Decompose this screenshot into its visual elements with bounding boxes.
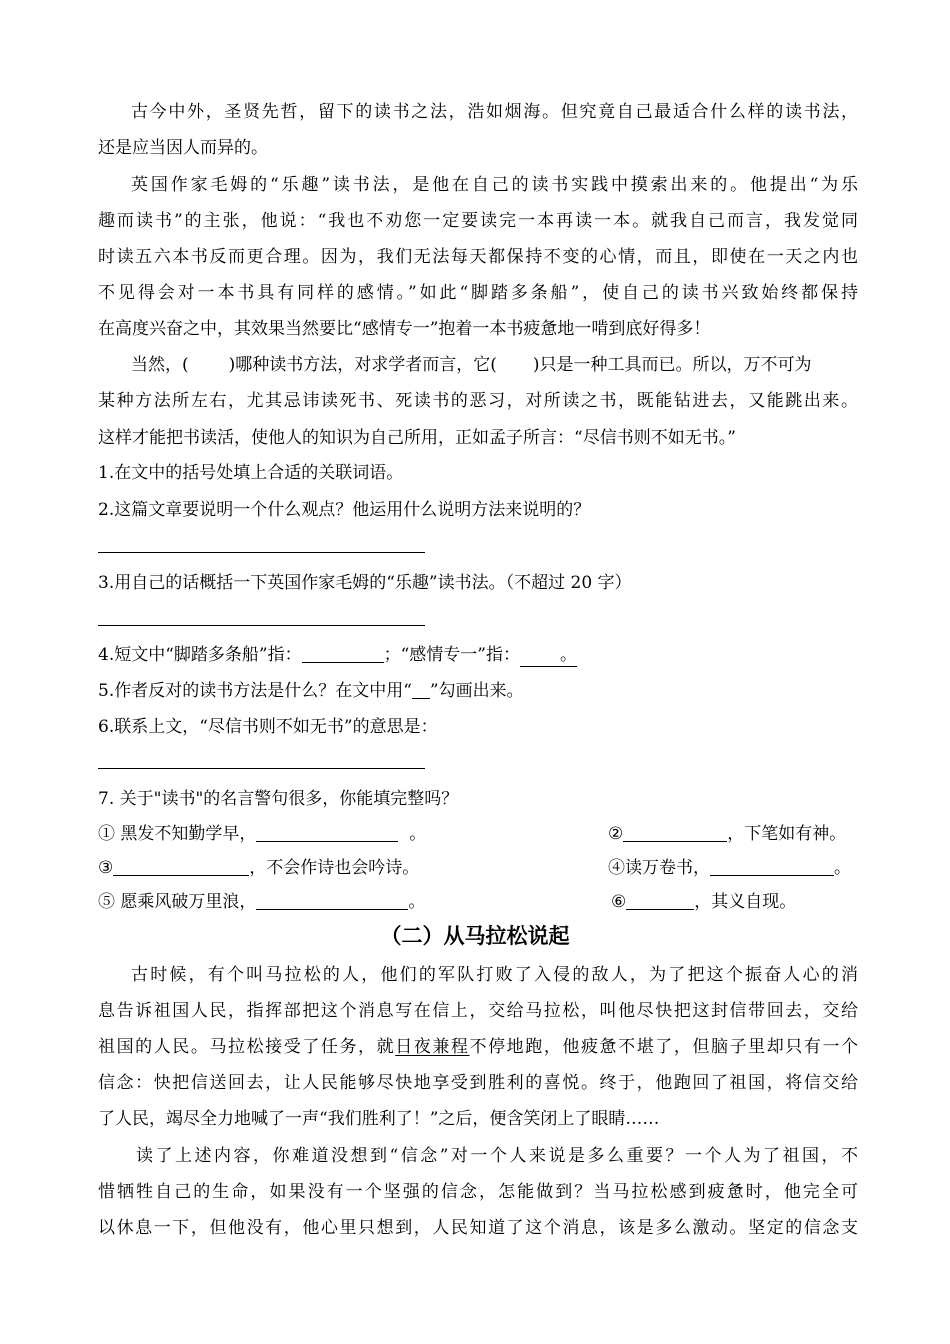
question-5	[98, 680, 858, 702]
quote-text: ④读万卷书，	[608, 858, 710, 878]
paragraph-line: 在高度兴奋之中，其效果当然要比“感情专一”抱着一本书疲惫地一啃到底好得多！	[98, 319, 711, 339]
question-3: 3.用自己的话概括一下英国作家毛姆的“乐趣”读书法。（不超过 20 字）	[98, 573, 632, 593]
quote-text: ，不会作诗也会吟诗。	[249, 858, 420, 878]
paragraph-line-with-blanks	[131, 354, 858, 376]
paragraph-line: 惜牺牲自己的生命，如果没有一个坚强的信念，怎能做到？当马拉松感到疲惫时，他完全可	[98, 1182, 858, 1202]
quote-text: ，下笔如有神。	[727, 824, 847, 844]
quote-text: ②	[608, 824, 624, 844]
question-1: 1.在文中的括号处填上合适的关联词语。	[98, 463, 404, 483]
quote-item-1	[98, 824, 426, 844]
paragraph-line: 古时候，有个叫马拉松的人，他们的军队打败了入侵的敌人，为了把这个振奋人心的消	[131, 965, 858, 985]
section-title: （二）从马拉松说起	[380, 923, 570, 948]
text-segment: 当然，(	[131, 355, 189, 375]
text-segment: 5.作者反对的读书方法是什么？在文中用“	[98, 681, 412, 701]
quote-text: ，其义自现。	[694, 892, 797, 912]
question-4	[98, 644, 858, 667]
text-segment: 祖国的人民。马拉松接受了任务，就	[98, 1037, 396, 1057]
question-7: 7. 关于"读书"的名言警句很多，你能填完整吗？	[98, 789, 459, 809]
question-6: 6.联系上文，“尽信书则不如无书”的意思是：	[98, 717, 438, 737]
paragraph-line: 不见得会对一本书具有同样的感情。”如此“脚踏多条船”，使自己的读书兴致始终都保持	[98, 283, 858, 303]
paragraph-line: 还是应当因人而异的。	[98, 138, 268, 158]
text-segment: 。	[560, 645, 577, 665]
quote-item-6	[611, 891, 796, 913]
quote-row	[98, 823, 858, 845]
answer-blank[interactable]	[710, 857, 834, 876]
quote-text: 。	[409, 824, 427, 844]
paragraph-line: 这样才能把书读活，使他人的知识为自己所用，正如孟子所言：“尽信书则不如无书。”	[98, 428, 736, 448]
quote-text: ⑤ 愿乘风破万里浪，	[98, 892, 257, 912]
text-segment: ；“感情专一”指：	[383, 645, 520, 665]
underline-mark	[412, 680, 430, 699]
paragraph-line: 趣而读书”的主张，他说：“我也不劝您一定要读完一本再读一本。就我自己而言，我发觉同	[98, 211, 858, 231]
paragraph-line: 时读五六本书反而更合理。因为，我们无法每天都保持不变的心情，而且，即使在一天之内也	[98, 247, 858, 267]
answer-blank[interactable]	[256, 823, 398, 842]
paragraph-line: 读了上述内容，你难道没想到“信念”对一个人来说是多么重要？一个人为了祖国，不	[136, 1146, 858, 1166]
answer-blank[interactable]	[113, 857, 249, 876]
answer-blank[interactable]	[626, 891, 694, 910]
paragraph-line: 信念：快把信送回去，让人民能够尽快地享受到胜利的喜悦。终于，他跑回了祖国，将信交给	[98, 1073, 858, 1093]
quote-text: 。	[408, 892, 426, 912]
answer-blank[interactable]	[520, 644, 577, 667]
answer-blank[interactable]	[623, 823, 727, 842]
paragraph-line: 息告诉祖国人民，指挥部把这个消息写在信上，交给马拉松，叫他尽快把这封信带回去，交给	[98, 1001, 858, 1021]
quote-text: ③	[98, 858, 114, 878]
quote-text: 。	[834, 858, 851, 878]
answer-line[interactable]	[98, 768, 425, 769]
answer-line[interactable]	[98, 625, 425, 626]
paragraph-line: 以休息一下，但他没有，他心里只想到，人民知道了这个消息，该是多么激动。坚定的信念支	[98, 1218, 858, 1238]
quote-text: ⑥	[611, 892, 627, 912]
answer-line[interactable]	[98, 552, 425, 553]
text-segment: )哪种读书方法，对求学者而言，它(	[228, 355, 497, 375]
paragraph-line	[98, 1036, 858, 1058]
quote-row	[98, 857, 858, 879]
text-segment: ”勾画出来。	[429, 681, 524, 701]
text-segment: )只是一种工具而已。所以，万不可为	[532, 355, 812, 375]
answer-blank[interactable]	[302, 644, 384, 663]
paragraph-line: 某种方法所左右，尤其忌讳读死书、死读书的恶习，对所读之书，既能钻进去，又能跳出来。	[98, 391, 858, 411]
quote-text: ① 黑发不知勤学早，	[98, 824, 257, 844]
text-segment: 4.短文中“脚踏多条船”指：	[98, 645, 302, 665]
paragraph-line: 英国作家毛姆的“乐趣”读书法，是他在自己的读书实践中摸索出来的。他提出“为乐	[131, 175, 858, 195]
paragraph-line: 古今中外，圣贤先哲，留下的读书之法，浩如烟海。但究竟自己最适合什么样的读书法，	[131, 102, 858, 122]
quote-item-2	[608, 823, 846, 845]
quote-item-5	[98, 892, 425, 912]
quote-item-3	[98, 858, 419, 878]
question-2: 2.这篇文章要说明一个什么观点？他运用什么说明方法来说明的？	[98, 500, 591, 520]
answer-blank[interactable]	[256, 891, 408, 910]
quote-item-4	[608, 857, 851, 879]
underlined-phrase: 日夜兼程	[395, 1037, 470, 1057]
text-segment: 不停地跑，他疲惫不堪了，但脑子里却只有一个	[469, 1037, 859, 1057]
paragraph-line: 了人民，竭尽全力地喊了一声“我们胜利了！”之后，便含笑闭上了眼睛……	[98, 1109, 660, 1129]
quote-row	[98, 891, 858, 913]
